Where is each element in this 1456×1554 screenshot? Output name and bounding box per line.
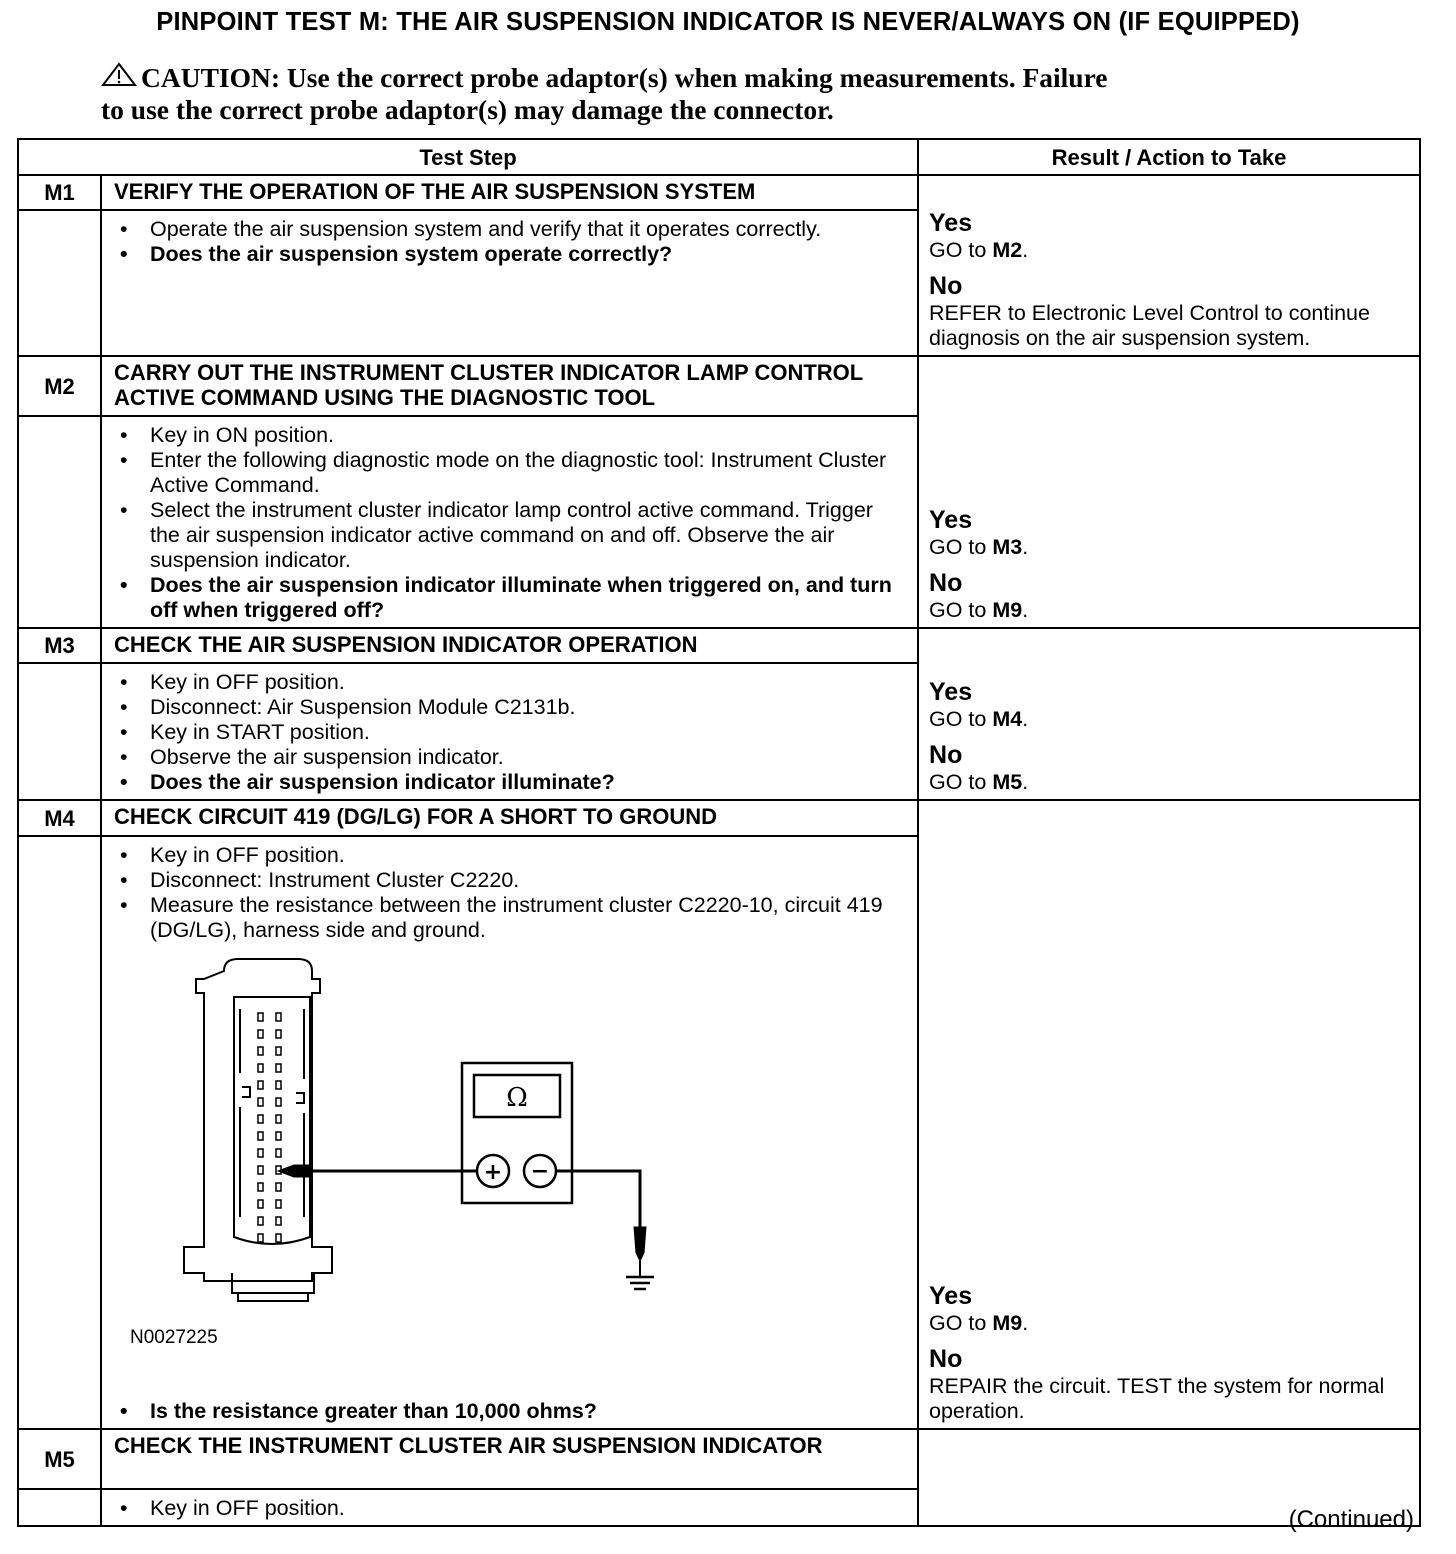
caution-line-2: to use the correct probe adaptor(s) may damage the connector.: [101, 94, 834, 125]
page-title: PINPOINT TEST M: THE AIR SUSPENSION INDICATOR IS NEVER/ALWAYS ON (IF EQUIPPED): [156, 8, 1300, 36]
result-yes-label: Yes: [929, 1282, 973, 1310]
step-m1-result: [918, 175, 1420, 356]
step-id: M3: [18, 628, 101, 663]
result-yes-label: Yes: [929, 209, 973, 237]
step-title: CHECK THE AIR SUSPENSION INDICATOR OPERATION: [101, 628, 918, 663]
result-no-label: No: [929, 1345, 963, 1373]
step-question: • Does the air suspension indicator illuminate when triggered on, and turn off when triggered off?: [112, 573, 907, 623]
step-body: [101, 836, 918, 1429]
result-yes-label: Yes: [929, 506, 973, 534]
result-no-label: No: [929, 272, 963, 300]
result-no-text: GO to M9.: [929, 598, 1029, 622]
meter-plus-symbol: +: [483, 1160, 503, 1185]
list-item: • Observe the air suspension indicator.: [112, 745, 907, 770]
list-item: • Enter the following diagnostic mode on the diagnostic tool: Instrument Cluster Active Command.: [112, 448, 907, 498]
step-m4-title-row: [18, 800, 1420, 836]
list-item: • Key in OFF position.: [112, 1496, 907, 1521]
result-no-text: GO to M5.: [929, 770, 1029, 794]
step-question: • Does the air suspension system operate correctly?: [112, 242, 907, 267]
step-m3-title-row: [18, 628, 1420, 663]
result-no-label: No: [929, 569, 963, 597]
step-m1-title-row: [18, 175, 1420, 210]
list-item: • Measure the resistance between the instrument cluster C2220-10, circuit 419 (DG/LG), harness side and ground.: [112, 893, 907, 943]
list-item: • Select the instrument cluster indicator lamp control active command. Trigger the air suspension indicator active command on and off. Observe the air suspension indicator.: [112, 498, 907, 573]
list-item: • Key in START position.: [112, 720, 907, 745]
result-yes-text: GO to M4.: [929, 707, 1029, 731]
step-body: [101, 1489, 918, 1526]
step-m5-title-row: [18, 1429, 1420, 1489]
warning-triangle-icon: [101, 62, 137, 88]
list-item: • Operate the air suspension system and verify that it operates correctly.: [112, 217, 907, 242]
result-no-label: No: [929, 741, 963, 769]
step-title: CARRY OUT THE INSTRUMENT CLUSTER INDICATOR LAMP CONTROL ACTIVE COMMAND USING THE DIAGNOSTIC TOOL: [101, 356, 918, 416]
ground-symbol: [626, 1277, 654, 1289]
list-item: • Key in ON position.: [112, 423, 907, 448]
result-yes-text: GO to M2.: [929, 238, 1029, 262]
list-item: • Disconnect: Air Suspension Module C2131b.: [112, 695, 907, 720]
probe-lead: [278, 1165, 477, 1177]
list-item: • Disconnect: Instrument Cluster C2220.: [112, 868, 907, 893]
ground-lead: [556, 1171, 646, 1277]
step-question: • Is the resistance greater than 10,000 ohms?: [112, 1399, 907, 1424]
step-body: [101, 210, 918, 356]
table-header-row: [18, 139, 1420, 175]
result-no-text: REPAIR the circuit. TEST the system for normal operation.: [929, 1374, 1385, 1423]
step-title: VERIFY THE OPERATION OF THE AIR SUSPENSION SYSTEM: [101, 175, 918, 210]
step-question: • Does the air suspension indicator illuminate?: [112, 770, 907, 795]
ohm-symbol: Ω: [506, 1083, 528, 1113]
continued-label: (Continued): [1288, 1506, 1414, 1533]
step-id: M4: [18, 800, 101, 836]
result-yes-label: Yes: [929, 678, 973, 706]
caution-line-1: CAUTION: Use the correct probe adaptor(s) when making measurements. Failure: [141, 62, 1108, 93]
step-id: M5: [18, 1429, 101, 1489]
step-body: [101, 416, 918, 628]
header-result-action: Result / Action to Take: [918, 139, 1420, 175]
step-title: CHECK CIRCUIT 419 (DG/LG) FOR A SHORT TO GROUND: [101, 800, 918, 836]
header-test-step: Test Step: [18, 139, 918, 175]
step-body: [101, 663, 918, 800]
step-title: CHECK THE INSTRUMENT CLUSTER AIR SUSPENSION INDICATOR: [101, 1429, 918, 1489]
result-no-text: REFER to Electronic Level Control to continue diagnosis on the air suspension system.: [929, 301, 1370, 350]
meter-minus-symbol: −: [530, 1159, 550, 1184]
result-yes-text: GO to M9.: [929, 1311, 1029, 1335]
connector-meter-diagram: [112, 957, 892, 1397]
pinpoint-test-table: [17, 138, 1421, 1527]
step-m4-result: [918, 800, 1420, 1429]
result-yes-text: GO to M3.: [929, 535, 1029, 559]
step-m2-title-row: [18, 356, 1420, 416]
step-id: M2: [18, 356, 101, 416]
figure-label: N0027225: [130, 1327, 218, 1348]
step-m2-result: [918, 356, 1420, 628]
connector-diagram-svg: [112, 957, 892, 1357]
list-item: • Key in OFF position.: [112, 843, 907, 868]
step-id: M1: [18, 175, 101, 210]
step-m3-result: [918, 628, 1420, 800]
caution-note: [101, 62, 1351, 126]
list-item: • Key in OFF position.: [112, 670, 907, 695]
connector-pins: [258, 1013, 281, 1242]
